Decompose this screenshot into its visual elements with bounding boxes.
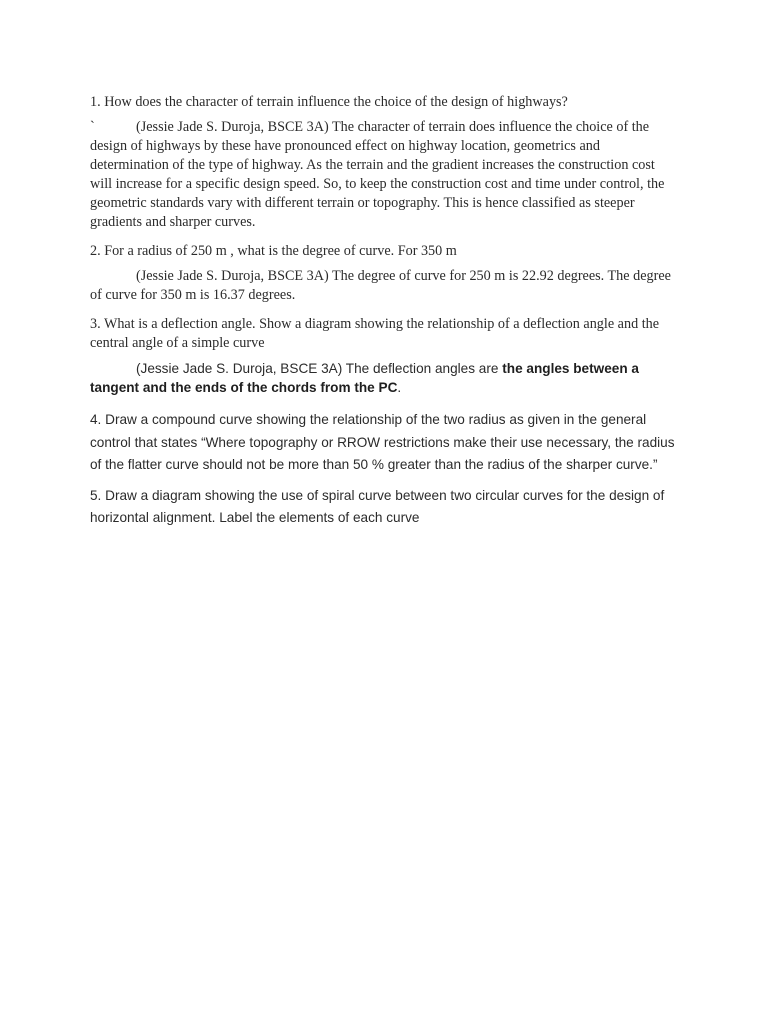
question-5-number: 5.	[90, 487, 102, 503]
answer-3	[90, 359, 680, 397]
question-3-text: What is a deflection angle. Show a diagram showing the relationship of a deflection angle and the central angle of a simple curve	[90, 316, 660, 351]
question-2-text: For a radius of 250 m , what is the degree of curve. For 350 m	[104, 243, 457, 259]
question-1-text: How does the character of terrain influence the choice of the design of highways?	[104, 94, 568, 110]
question-4-number: 4.	[90, 412, 102, 427]
question-5-text: Draw a diagram showing the use of spiral curve between two circular curves for the design of horizontal alignment. Label the elements of each curve	[90, 487, 665, 525]
answer-3-definition: the angles between a tangent and the ends of the chords from the PC	[90, 361, 639, 395]
question-5	[90, 485, 680, 530]
answer-1-mark: `	[90, 119, 95, 135]
question-4	[90, 409, 680, 477]
answer-3-period: .	[397, 380, 402, 395]
question-3-number: 3.	[90, 316, 101, 332]
answer-3-text: The deflection angles are	[345, 361, 499, 376]
question-2-number: 2.	[90, 243, 101, 259]
answer-2-text: The degree of curve for 250 m is 22.92 degrees. The degree of curve for 350 m is 16.37 degrees.	[90, 268, 671, 303]
answer-1	[90, 118, 680, 232]
answer-2-author: (Jessie Jade S. Duroja, BSCE 3A)	[136, 268, 329, 284]
document-page	[90, 93, 680, 536]
question-1-number: 1.	[90, 94, 101, 110]
answer-1-text: The character of terrain does influence the choice of the design of highways by these have pronounced effect on highway location, geometrics and determination of the type of highway. As the terrain and the gradient increases the construction cost will increase for a specific design speed. So, to keep the construction cost and time under control, the geometric standards vary with different terrain or topography. This is hence classified as steeper gradients and sharper curves.	[90, 119, 665, 230]
question-4-text: Draw a compound curve showing the relationship of the two radius as given in the general control that states “Where topography or RROW restrictions make their use necessary, the radius of the flatter curve should not be more than 50 % greater than the radius of the sharper curve.”	[90, 412, 675, 472]
answer-3-author: (Jessie Jade S. Duroja, BSCE 3A)	[136, 361, 343, 376]
question-3	[90, 315, 680, 353]
question-2	[90, 242, 680, 261]
answer-1-author: (Jessie Jade S. Duroja, BSCE 3A)	[136, 119, 329, 135]
question-1	[90, 93, 680, 112]
answer-2	[90, 267, 680, 305]
